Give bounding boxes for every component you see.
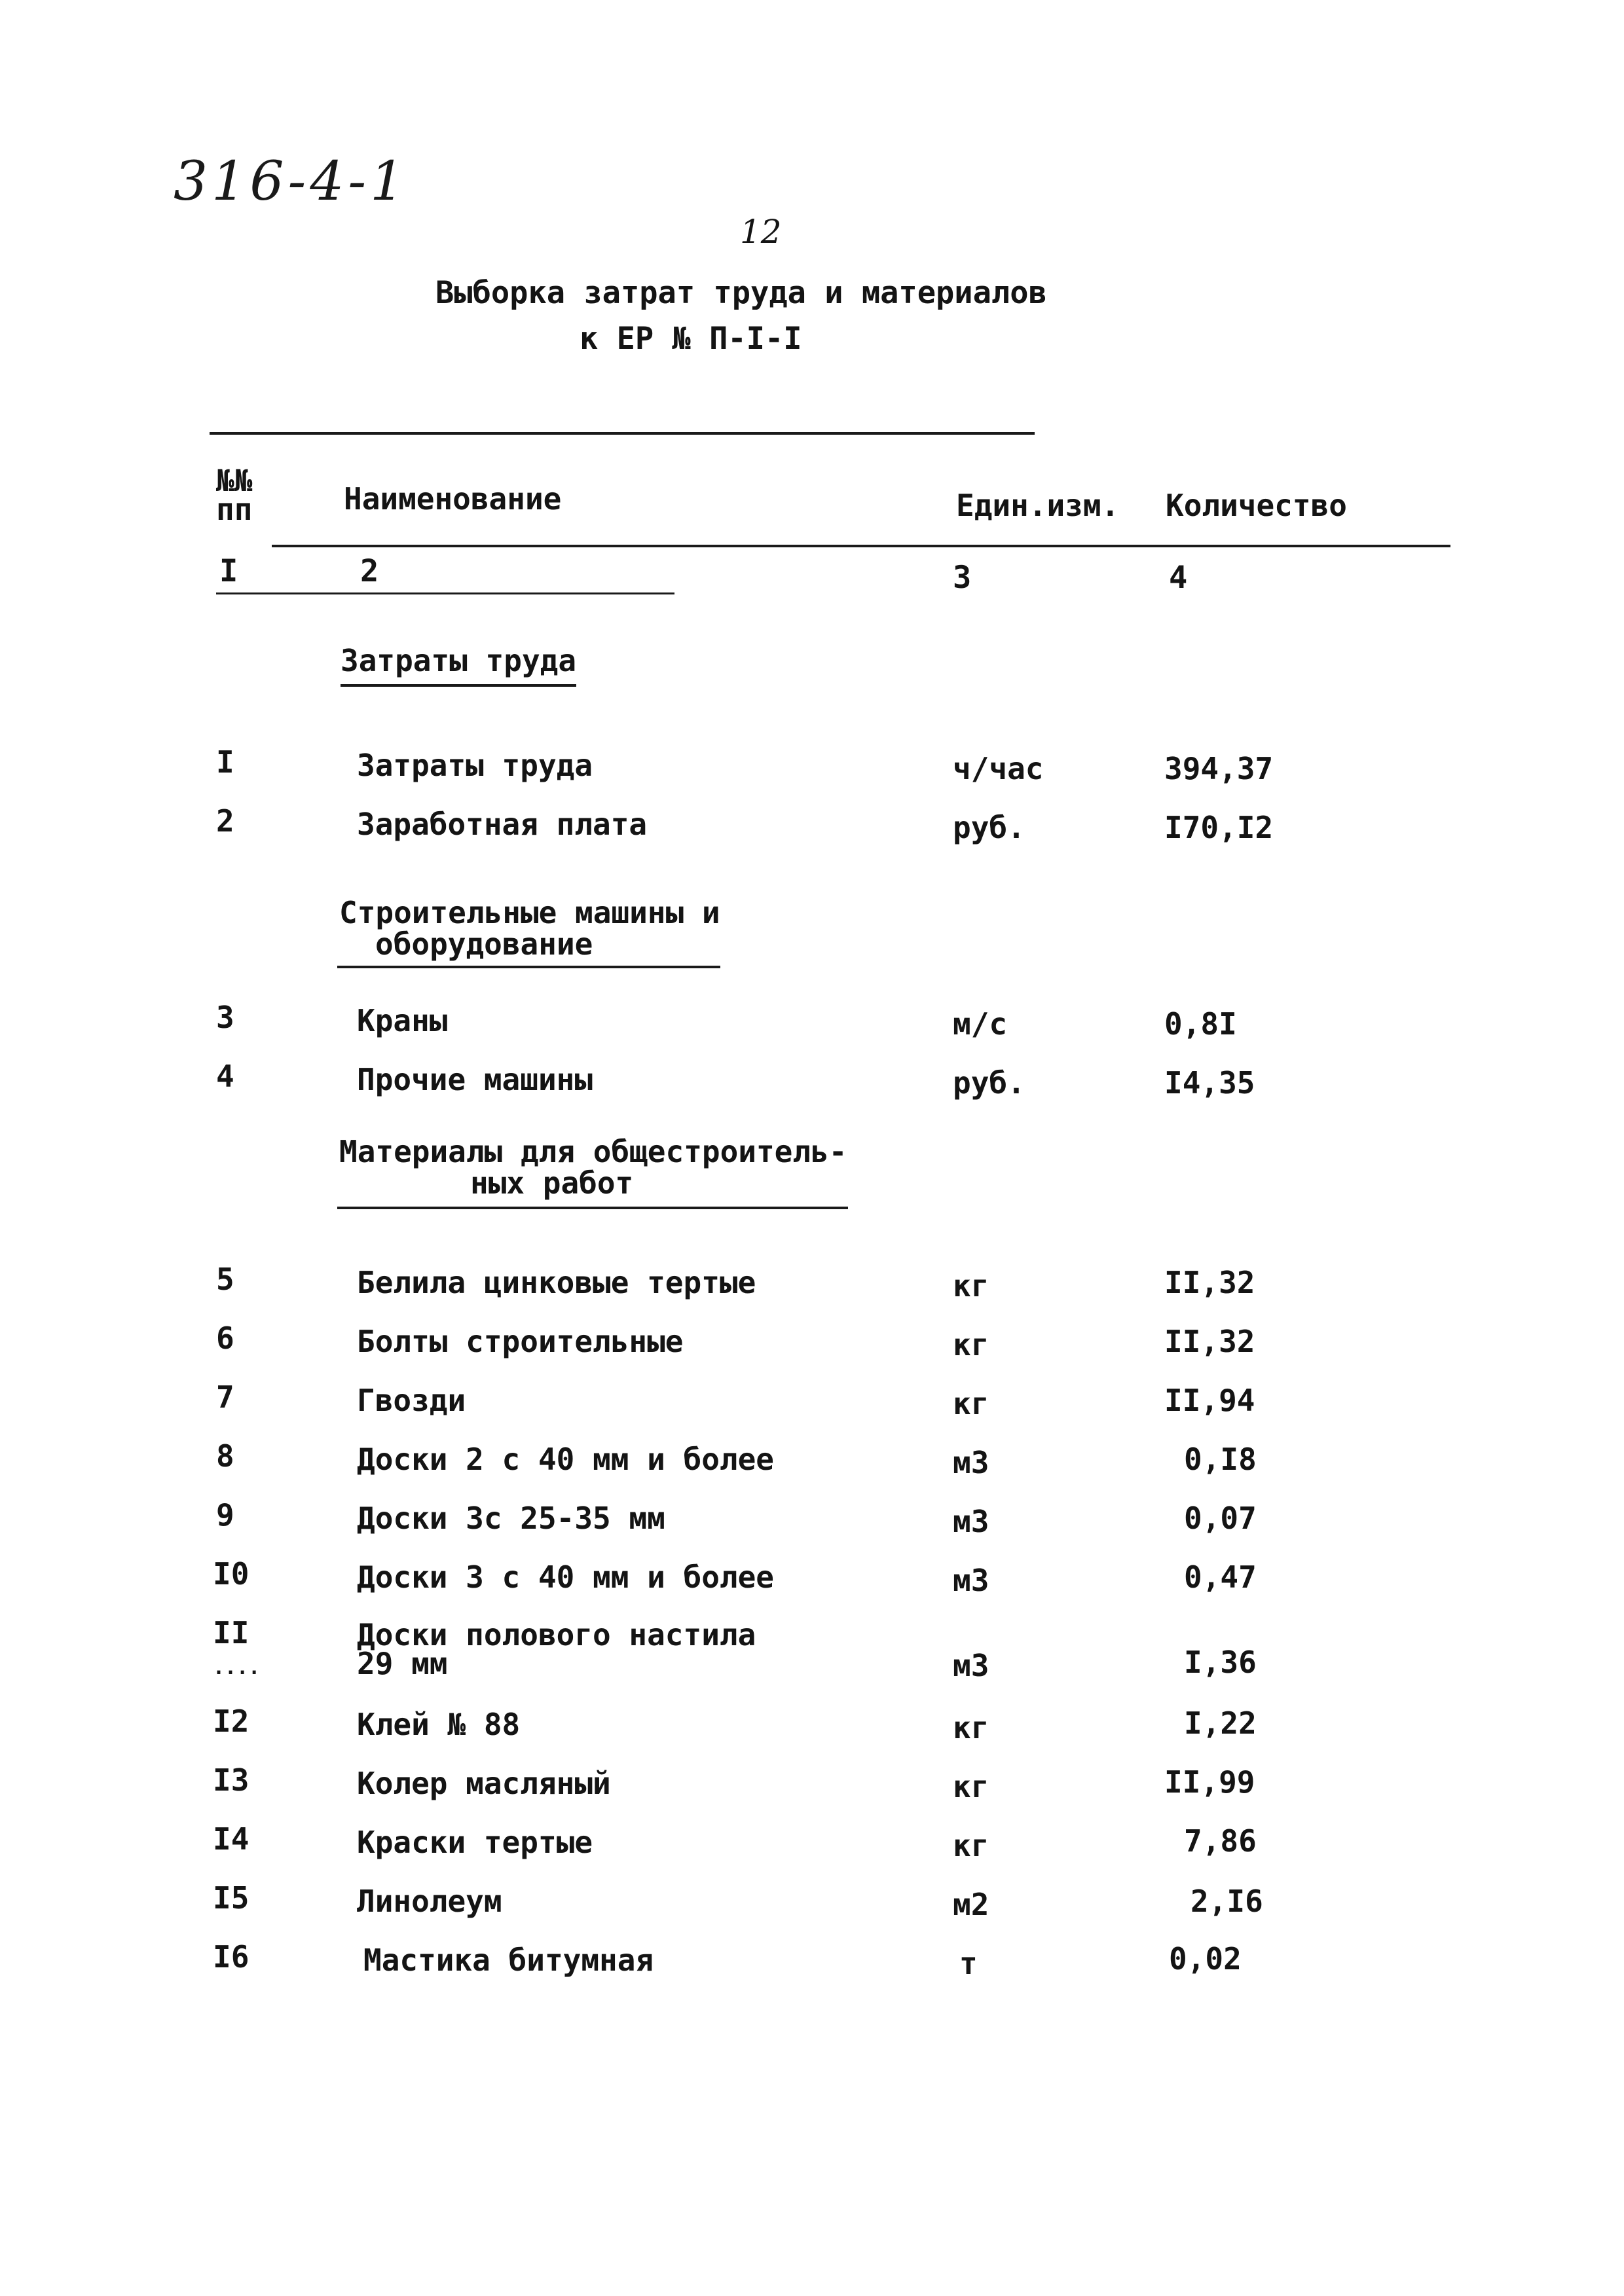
row-name: Болты строительные (357, 1324, 684, 1359)
row-qty: 0,I8 (1184, 1442, 1257, 1477)
row-unit: руб. (953, 1065, 1025, 1101)
page-subtitle: к ЕР № П-I-I (580, 321, 802, 357)
row-num: 3 (216, 1000, 234, 1035)
row-qty: I4,35 (1164, 1065, 1255, 1101)
row-name: Заработная плата (357, 807, 648, 842)
row-name: Краны (357, 1003, 448, 1038)
header-qty: Количество (1166, 488, 1347, 523)
row-num: I2 (213, 1704, 249, 1739)
row-name: Гвозди (357, 1383, 466, 1418)
row-name: Колер масляный (357, 1766, 611, 1801)
row-unit: м2 (953, 1887, 989, 1922)
row-name: Доски 2 с 40 мм и более (357, 1442, 774, 1477)
column-numbers-rule (216, 592, 674, 594)
header-num: №№ пп (216, 463, 253, 527)
row-num: 8 (216, 1438, 234, 1474)
row-unit: кг (953, 1327, 989, 1362)
row-num: 6 (216, 1321, 234, 1356)
row-name: Клей № 88 (357, 1707, 521, 1742)
row-unit: кг (953, 1268, 989, 1303)
row-num: 4 (216, 1059, 234, 1094)
document-code: 316-4-1 (174, 151, 409, 213)
section-title-machines: Строительные машины и оборудование (339, 895, 720, 962)
section-underline-machines (337, 966, 720, 968)
row-name: Доски полового настила 29 мм (357, 1617, 756, 1681)
row-unit: кг (953, 1828, 989, 1863)
row-name: Белила цинковые тертые (357, 1265, 756, 1300)
row-qty: II,94 (1164, 1383, 1255, 1418)
row-unit: м3 (953, 1648, 989, 1683)
row-unit: м3 (953, 1504, 989, 1539)
row-num: 9 (216, 1497, 234, 1533)
row-num: I3 (213, 1762, 249, 1798)
row-qty: 394,37 (1164, 751, 1274, 786)
row-num: I (216, 744, 234, 780)
row-num-dots: .... (213, 1656, 261, 1679)
row-unit: кг (953, 1710, 989, 1745)
row-num: I4 (213, 1821, 249, 1857)
row-unit: м3 (953, 1563, 989, 1598)
row-unit: кг (953, 1386, 989, 1421)
row-qty: 0,07 (1184, 1501, 1257, 1536)
column-number-3: 3 (953, 560, 972, 596)
row-num: II (213, 1615, 249, 1650)
row-qty: II,99 (1164, 1764, 1255, 1800)
page-title: Выборка затрат труда и материалов (435, 275, 1047, 311)
row-unit: ч/час (953, 751, 1044, 786)
row-num: 7 (216, 1379, 234, 1415)
column-number-1: I (219, 553, 238, 589)
row-name: Линолеум (357, 1884, 502, 1919)
row-num: I0 (213, 1556, 249, 1592)
row-qty: 0,02 (1169, 1941, 1242, 1977)
row-qty: I70,I2 (1164, 810, 1274, 845)
row-unit: кг (953, 1769, 989, 1804)
row-qty: I,36 (1184, 1645, 1257, 1680)
row-name: Доски 3с 25-35 мм (357, 1501, 665, 1536)
section-underline-labor (341, 684, 576, 687)
row-num: 2 (216, 803, 234, 839)
row-unit: м3 (953, 1445, 989, 1480)
row-qty: II,32 (1164, 1265, 1255, 1300)
row-unit: руб. (953, 810, 1025, 845)
row-num: I5 (213, 1880, 249, 1916)
column-number-4: 4 (1169, 560, 1188, 596)
row-qty: 0,8I (1164, 1006, 1237, 1042)
row-qty: 2,I6 (1190, 1884, 1263, 1919)
column-number-2: 2 (360, 553, 379, 589)
page-number: 12 (740, 213, 782, 251)
row-unit: т (959, 1946, 978, 1981)
section-underline-materials (337, 1207, 848, 1209)
header-rule (272, 545, 1450, 547)
row-name: Затраты труда (357, 748, 593, 783)
section-title-labor: Затраты труда (341, 643, 577, 678)
header-unit: Един.изм. (956, 488, 1120, 523)
row-qty: I,22 (1184, 1705, 1257, 1741)
row-qty: II,32 (1164, 1324, 1255, 1359)
row-qty: 0,47 (1184, 1559, 1257, 1595)
top-rule (210, 432, 1035, 435)
row-unit: м/с (953, 1006, 1008, 1042)
row-name: Прочие машины (357, 1062, 593, 1097)
row-name: Доски 3 с 40 мм и более (357, 1559, 774, 1595)
row-name: Мастика битумная (363, 1942, 654, 1978)
section-title-materials: Материалы для общестроитель- ных работ (339, 1134, 847, 1201)
row-num: I6 (213, 1939, 249, 1975)
row-name: Краски тертые (357, 1825, 593, 1860)
header-name: Наименование (344, 481, 562, 517)
row-qty: 7,86 (1184, 1823, 1257, 1859)
row-num: 5 (216, 1262, 234, 1297)
